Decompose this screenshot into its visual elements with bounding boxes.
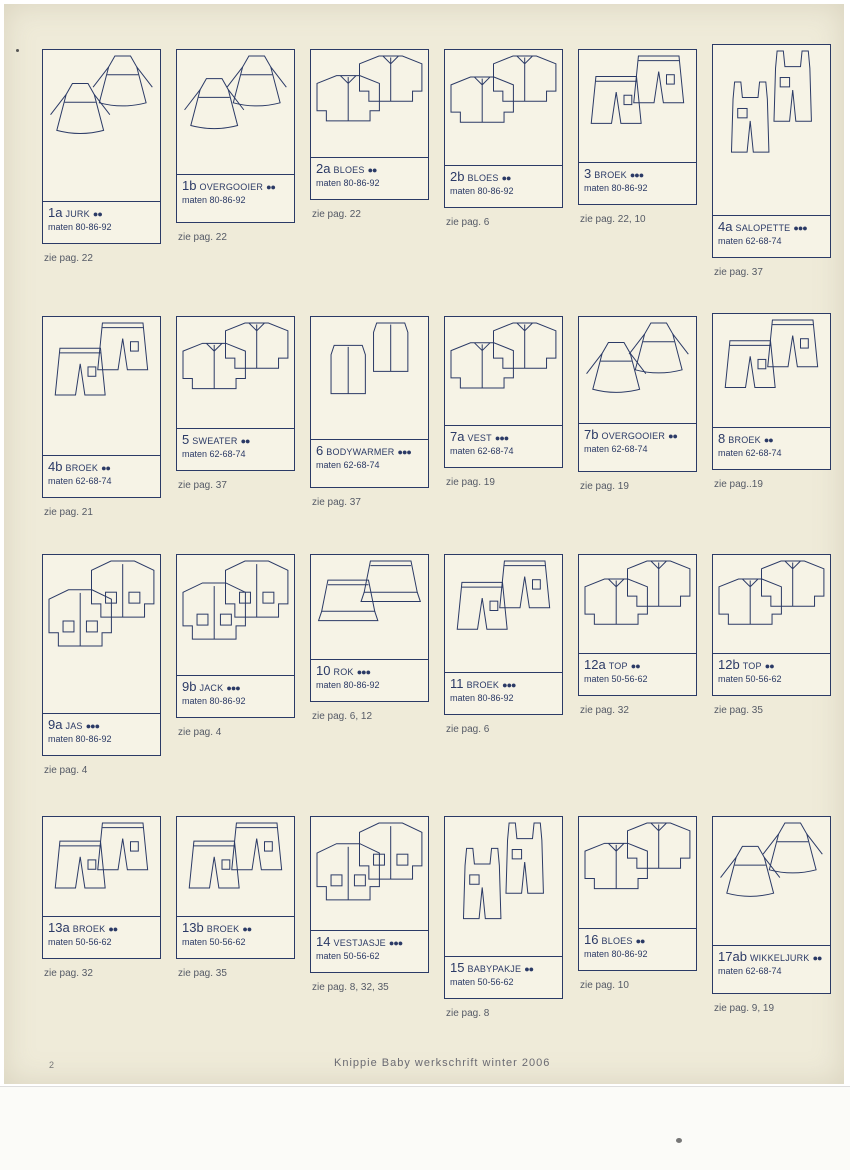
- page-reference: zie pag. 32: [44, 968, 93, 979]
- pattern-sizes: maten 62-68-74: [316, 460, 380, 470]
- difficulty-dots: ●●: [240, 436, 250, 446]
- page-reference: zie pag. 22: [178, 232, 227, 243]
- pattern-name: BROEK: [728, 435, 761, 445]
- pattern-card: [578, 554, 697, 696]
- pattern-card: [42, 316, 161, 498]
- pattern-card: [444, 816, 563, 999]
- difficulty-dots: ●●●: [494, 433, 509, 443]
- page-reference: zie pag. 9, 19: [714, 1003, 775, 1014]
- pattern-label: [579, 653, 696, 695]
- difficulty-dots: ●●: [630, 661, 640, 671]
- page-reference: zie pag. 37: [714, 267, 763, 278]
- page-reference: zie pag. 8, 32, 35: [312, 982, 389, 993]
- pattern-number: 2a: [316, 161, 331, 176]
- pattern-sizes: maten 80-86-92: [316, 178, 380, 188]
- pattern-label: [445, 672, 562, 714]
- page-footer: Knippie Baby werkschrift winter 2006: [334, 1057, 551, 1069]
- blouse-icon: [445, 50, 564, 167]
- pattern-label: [713, 945, 830, 993]
- pattern-number: 17ab: [718, 949, 747, 964]
- romper-icon: [445, 817, 564, 958]
- pattern-number: 3: [584, 166, 592, 181]
- pattern-card: [712, 554, 831, 696]
- pattern-sizes: maten 80-86-92: [48, 222, 112, 232]
- trousers-icon: [177, 817, 296, 918]
- pattern-number: 7b: [584, 427, 599, 442]
- scan-speck: [676, 1138, 682, 1143]
- pattern-card: [578, 316, 697, 472]
- pattern-card: [42, 49, 161, 244]
- page-reference: zie pag. 32: [580, 705, 629, 716]
- difficulty-dots: ●●: [266, 182, 275, 192]
- pattern-label: [177, 675, 294, 717]
- difficulty-dots: ●●: [764, 661, 774, 671]
- pattern-name: JACK: [199, 683, 224, 693]
- pattern-sizes: maten 50-56-62: [718, 674, 782, 684]
- pattern-label: [713, 427, 830, 469]
- difficulty-dots: ●●: [668, 431, 677, 441]
- page-reference: zie pag. 6: [446, 724, 490, 735]
- difficulty-dots: ●●●: [388, 938, 403, 948]
- difficulty-dots: ●●: [501, 173, 511, 183]
- pattern-number: 6: [316, 443, 324, 458]
- pattern-number: 2b: [450, 169, 465, 184]
- difficulty-dots: ●●●: [502, 680, 516, 690]
- pattern-name: WIKKELJURK: [749, 953, 810, 963]
- page-number: 2: [49, 1060, 55, 1070]
- pattern-name: SALOPETTE: [735, 223, 791, 233]
- pattern-label: [177, 174, 294, 222]
- difficulty-dots: ●●●: [85, 721, 100, 731]
- pattern-name: BROEK: [594, 170, 627, 180]
- page-reference: zie pag. 37: [178, 480, 227, 491]
- pattern-card: [176, 49, 295, 223]
- pattern-label: [713, 215, 830, 257]
- page-reference: zie pag. 4: [178, 727, 222, 738]
- pattern-card: [310, 316, 429, 488]
- pattern-label: [311, 659, 428, 701]
- pattern-number: 10: [316, 663, 331, 678]
- page-reference: zie pag. 19: [580, 481, 629, 492]
- pattern-card: [310, 49, 429, 200]
- page-reference: zie pag. 6, 12: [312, 711, 373, 722]
- top-icon: [713, 555, 832, 655]
- pattern-number: 13b: [182, 920, 204, 935]
- pattern-card: [176, 816, 295, 959]
- jacket-icon: [311, 817, 430, 932]
- trousers-icon: [713, 314, 832, 429]
- pattern-number: 9b: [182, 679, 197, 694]
- difficulty-dots: ●●●: [226, 683, 240, 693]
- pattern-card: [42, 816, 161, 959]
- difficulty-dots: ●●●: [356, 667, 371, 677]
- jacket-icon: [177, 555, 296, 677]
- pattern-name: BLOES: [333, 165, 365, 175]
- pattern-number: 9a: [48, 717, 63, 732]
- wrap-dress-icon: [713, 817, 832, 947]
- skirt-icon: [311, 555, 430, 661]
- page-reference: zie pag. 10: [580, 980, 629, 991]
- page-reference: zie pag. 6: [446, 217, 490, 228]
- pattern-number: 5: [182, 432, 190, 447]
- page-reference: zie pag. 8: [446, 1008, 490, 1019]
- page-reference: zie pag. 37: [312, 497, 361, 508]
- pattern-number: 1b: [182, 178, 197, 193]
- pattern-sizes: maten 62-68-74: [584, 444, 648, 454]
- trousers-icon: [445, 555, 564, 674]
- page-reference: zie pag. 21: [44, 507, 93, 518]
- pattern-name: BODYWARMER: [326, 447, 395, 457]
- pattern-number: 1a: [48, 205, 63, 220]
- pattern-card: [444, 49, 563, 208]
- pattern-name: VEST: [467, 433, 492, 443]
- pattern-sizes: maten 50-56-62: [48, 937, 112, 947]
- pattern-number: 4a: [718, 219, 733, 234]
- pattern-card: [712, 816, 831, 994]
- pinafore-icon: [579, 317, 698, 425]
- blouse-icon: [311, 50, 430, 159]
- pattern-card: [176, 316, 295, 471]
- pattern-number: 15: [450, 960, 465, 975]
- pattern-label: [43, 916, 160, 958]
- overalls-icon: [713, 45, 832, 217]
- difficulty-dots: ●●: [101, 463, 110, 473]
- catalog-page: [4, 4, 844, 1084]
- difficulty-dots: ●●: [635, 936, 645, 946]
- pattern-number: 12a: [584, 657, 606, 672]
- cardigan-icon: [445, 317, 564, 427]
- pattern-card: [578, 816, 697, 971]
- pattern-number: 12b: [718, 657, 740, 672]
- pattern-name: BROEK: [65, 463, 99, 473]
- scan-margin: [0, 1086, 850, 1170]
- page-reference: zie pag. 22, 10: [580, 214, 646, 225]
- pattern-label: [177, 916, 294, 958]
- difficulty-dots: ●●: [812, 953, 822, 963]
- page-reference: zie pag. 19: [446, 477, 495, 488]
- pattern-name: BABYPAKJE: [467, 964, 522, 974]
- vest-icon: [311, 317, 430, 441]
- pattern-number: 14: [316, 934, 331, 949]
- pattern-number: 4b: [48, 459, 63, 474]
- page-reference: zie pag. 35: [178, 968, 227, 979]
- pattern-label: [445, 425, 562, 467]
- pattern-name: JAS: [65, 721, 83, 731]
- pinafore-icon: [177, 50, 296, 176]
- trousers-icon: [43, 817, 162, 918]
- pattern-name: SWEATER: [192, 436, 238, 446]
- pattern-number: 8: [718, 431, 726, 446]
- pattern-label: [445, 165, 562, 207]
- page-reference: zie pag. 22: [312, 209, 361, 220]
- page-reference: zie pag. 35: [714, 705, 763, 716]
- page-reference: zie pag. 4: [44, 765, 88, 776]
- pattern-label: [579, 423, 696, 471]
- trousers-icon: [43, 317, 162, 457]
- pattern-label: [43, 455, 160, 497]
- pattern-sizes: maten 80-86-92: [316, 680, 380, 690]
- pattern-sizes: maten 62-68-74: [718, 236, 782, 246]
- difficulty-dots: ●●: [108, 924, 118, 934]
- pattern-name: OVERGOOIER: [601, 431, 666, 441]
- pattern-number: 11: [450, 676, 464, 691]
- difficulty-dots: ●●●: [629, 170, 644, 180]
- pattern-sizes: maten 80-86-92: [450, 693, 514, 703]
- pattern-name: BLOES: [601, 936, 633, 946]
- pattern-sizes: maten 80-86-92: [48, 734, 112, 744]
- pattern-name: BLOES: [467, 173, 499, 183]
- pattern-number: 13a: [48, 920, 70, 935]
- pattern-label: [579, 162, 696, 204]
- pattern-card: [444, 316, 563, 468]
- pattern-name: VESTJASJE: [333, 938, 386, 948]
- pattern-card: [42, 554, 161, 756]
- pattern-name: OVERGOOIER: [199, 182, 264, 192]
- pattern-sizes: maten 62-68-74: [718, 448, 782, 458]
- difficulty-dots: ●●●: [397, 447, 411, 457]
- pattern-label: [311, 157, 428, 199]
- pattern-sizes: maten 62-68-74: [450, 446, 514, 456]
- pattern-label: [43, 201, 160, 243]
- pattern-card: [310, 554, 429, 702]
- pattern-sizes: maten 50-56-62: [316, 951, 380, 961]
- blouse-icon: [579, 817, 698, 930]
- pattern-label: [43, 713, 160, 755]
- pattern-sizes: maten 50-56-62: [584, 674, 648, 684]
- pattern-card: [578, 49, 697, 205]
- pattern-sizes: maten 80-86-92: [584, 949, 648, 959]
- pattern-number: 16: [584, 932, 599, 947]
- pattern-name: JURK: [65, 209, 90, 219]
- difficulty-dots: ●●: [524, 964, 534, 974]
- trousers-icon: [579, 50, 698, 164]
- pattern-sizes: maten 62-68-74: [718, 966, 782, 976]
- pattern-label: [311, 439, 428, 487]
- difficulty-dots: ●●●: [793, 223, 807, 233]
- pattern-name: ROK: [333, 667, 354, 677]
- difficulty-dots: ●●: [242, 924, 252, 934]
- pattern-sizes: maten 62-68-74: [182, 449, 246, 459]
- pattern-label: [177, 428, 294, 470]
- pattern-label: [579, 928, 696, 970]
- page-reference: zie pag. 22: [44, 253, 93, 264]
- pattern-name: BROEK: [206, 924, 240, 934]
- difficulty-dots: ●●: [763, 435, 773, 445]
- pattern-sizes: maten 80-86-92: [584, 183, 648, 193]
- coat-icon: [43, 555, 162, 715]
- sweater-icon: [177, 317, 296, 430]
- pattern-card: [712, 313, 831, 470]
- difficulty-dots: ●●: [367, 165, 377, 175]
- pattern-sizes: maten 50-56-62: [450, 977, 514, 987]
- pattern-sizes: maten 50-56-62: [182, 937, 246, 947]
- dress-icon: [43, 50, 162, 203]
- pattern-name: BROEK: [466, 680, 500, 690]
- pattern-sizes: maten 80-86-92: [182, 696, 246, 706]
- pattern-label: [713, 653, 830, 695]
- pattern-sizes: maten 62-68-74: [48, 476, 112, 486]
- speck-mark: [16, 49, 19, 52]
- pattern-label: [311, 930, 428, 972]
- pattern-label: [445, 956, 562, 998]
- pattern-name: BROEK: [72, 924, 106, 934]
- pattern-card: [712, 44, 831, 258]
- top-icon: [579, 555, 698, 655]
- pattern-name: TOP: [608, 661, 628, 671]
- pattern-sizes: maten 80-86-92: [450, 186, 514, 196]
- pattern-card: [444, 554, 563, 715]
- pattern-number: 7a: [450, 429, 465, 444]
- pattern-name: TOP: [742, 661, 762, 671]
- pattern-card: [176, 554, 295, 718]
- pattern-card: [310, 816, 429, 973]
- pattern-sizes: maten 80-86-92: [182, 195, 246, 205]
- difficulty-dots: ●●: [92, 209, 102, 219]
- page-reference: zie pag..19: [714, 479, 763, 490]
